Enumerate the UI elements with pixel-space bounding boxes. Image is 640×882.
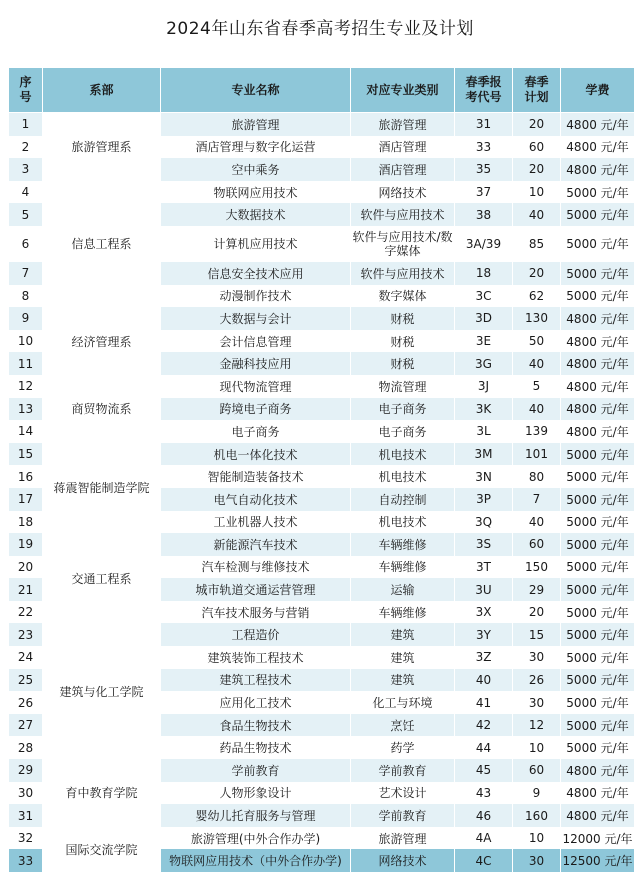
cell-category: 酒店管理 <box>351 158 455 181</box>
cell-no: 14 <box>9 420 43 443</box>
table-row <box>9 759 635 782</box>
cell-major: 跨境电子商务 <box>161 398 351 421</box>
cell-plan: 15 <box>513 623 561 646</box>
cell-no: 32 <box>9 827 43 850</box>
cell-fee: 5000 元/年 <box>561 511 635 534</box>
cell-fee: 5000 元/年 <box>561 488 635 511</box>
cell-major: 机电一体化技术 <box>161 443 351 466</box>
cell-code: 45 <box>455 759 513 782</box>
cell-plan: 7 <box>513 488 561 511</box>
cell-fee: 4800 元/年 <box>561 398 635 421</box>
cell-no: 31 <box>9 804 43 827</box>
table-row <box>9 827 635 850</box>
cell-dept: 国际交流学院 <box>43 827 161 872</box>
table-row <box>9 443 635 466</box>
cell-no: 7 <box>9 262 43 285</box>
cell-category: 软件与应用技术/数字媒体 <box>351 226 455 262</box>
cell-fee: 12500 元/年 <box>561 849 635 872</box>
cell-no: 29 <box>9 759 43 782</box>
cell-plan: 160 <box>513 804 561 827</box>
cell-plan: 139 <box>513 420 561 443</box>
header-row <box>9 68 635 113</box>
cell-category: 数字媒体 <box>351 285 455 308</box>
cell-category: 财税 <box>351 307 455 330</box>
cell-plan: 9 <box>513 782 561 805</box>
cell-major: 汽车检测与维修技术 <box>161 556 351 579</box>
cell-plan: 12 <box>513 714 561 737</box>
cell-dept: 商贸物流系 <box>43 375 161 443</box>
table-row <box>9 307 635 330</box>
cell-plan: 20 <box>513 262 561 285</box>
cell-fee: 5000 元/年 <box>561 203 635 226</box>
cell-category: 酒店管理 <box>351 136 455 159</box>
cell-dept: 信息工程系 <box>43 181 161 307</box>
cell-fee: 4800 元/年 <box>561 158 635 181</box>
cell-major: 信息安全技术应用 <box>161 262 351 285</box>
cell-category: 艺术设计 <box>351 782 455 805</box>
cell-code: 3G <box>455 352 513 375</box>
cell-category: 财税 <box>351 352 455 375</box>
cell-fee: 5000 元/年 <box>561 578 635 601</box>
cell-major: 工程造价 <box>161 623 351 646</box>
cell-code: 3C <box>455 285 513 308</box>
cell-major: 动漫制作技术 <box>161 285 351 308</box>
cell-plan: 40 <box>513 352 561 375</box>
cell-code: 4A <box>455 827 513 850</box>
cell-category: 学前教育 <box>351 804 455 827</box>
cell-plan: 20 <box>513 113 561 136</box>
cell-major: 大数据与会计 <box>161 307 351 330</box>
cell-no: 11 <box>9 352 43 375</box>
cell-plan: 85 <box>513 226 561 262</box>
cell-category: 物流管理 <box>351 375 455 398</box>
cell-major: 旅游管理(中外合作办学) <box>161 827 351 850</box>
cell-category: 车辆维修 <box>351 601 455 624</box>
cell-category: 网络技术 <box>351 181 455 204</box>
cell-category: 财税 <box>351 330 455 353</box>
cell-fee: 5000 元/年 <box>561 226 635 262</box>
cell-no: 3 <box>9 158 43 181</box>
cell-code: 3A/39 <box>455 226 513 262</box>
cell-code: 3S <box>455 533 513 556</box>
cell-category: 机电技术 <box>351 443 455 466</box>
cell-plan: 101 <box>513 443 561 466</box>
cell-plan: 29 <box>513 578 561 601</box>
cell-major: 城市轨道交通运营管理 <box>161 578 351 601</box>
cell-plan: 150 <box>513 556 561 579</box>
cell-plan: 40 <box>513 203 561 226</box>
cell-code: 3Y <box>455 623 513 646</box>
cell-fee: 5000 元/年 <box>561 556 635 579</box>
table-row <box>9 113 635 136</box>
header-plan-text: 春季 计划 <box>524 75 549 104</box>
cell-no: 33 <box>9 849 43 872</box>
cell-major: 汽车技术服务与营销 <box>161 601 351 624</box>
cell-category: 网络技术 <box>351 849 455 872</box>
cell-no: 19 <box>9 533 43 556</box>
cell-category: 旅游管理 <box>351 827 455 850</box>
table-row <box>9 181 635 204</box>
cell-major: 计算机应用技术 <box>161 226 351 262</box>
cell-plan: 10 <box>513 181 561 204</box>
cell-fee: 12000 元/年 <box>561 827 635 850</box>
cell-code: 3D <box>455 307 513 330</box>
header-major: 专业名称 <box>161 68 351 113</box>
cell-category: 建筑 <box>351 623 455 646</box>
cell-category: 机电技术 <box>351 465 455 488</box>
cell-no: 2 <box>9 136 43 159</box>
cell-code: 3K <box>455 398 513 421</box>
header-fee: 学费 <box>561 68 635 113</box>
cell-no: 16 <box>9 465 43 488</box>
cell-code: 46 <box>455 804 513 827</box>
cell-code: 41 <box>455 691 513 714</box>
cell-no: 5 <box>9 203 43 226</box>
cell-fee: 5000 元/年 <box>561 714 635 737</box>
cell-code: 43 <box>455 782 513 805</box>
cell-code: 3P <box>455 488 513 511</box>
cell-plan: 26 <box>513 669 561 692</box>
cell-category: 车辆维修 <box>351 533 455 556</box>
cell-code: 37 <box>455 181 513 204</box>
header-dept: 系部 <box>43 68 161 113</box>
cell-fee: 4800 元/年 <box>561 330 635 353</box>
cell-no: 1 <box>9 113 43 136</box>
cell-plan: 5 <box>513 375 561 398</box>
cell-category: 化工与环境 <box>351 691 455 714</box>
cell-major: 建筑装饰工程技术 <box>161 646 351 669</box>
cell-major: 药品生物技术 <box>161 736 351 759</box>
cell-code: 44 <box>455 736 513 759</box>
cell-dept: 育中教育学院 <box>43 759 161 827</box>
cell-dept: 经济管理系 <box>43 307 161 375</box>
header-category: 对应专业类别 <box>351 68 455 113</box>
cell-no: 12 <box>9 375 43 398</box>
cell-fee: 4800 元/年 <box>561 307 635 330</box>
cell-category: 药学 <box>351 736 455 759</box>
cell-plan: 40 <box>513 398 561 421</box>
cell-fee: 4800 元/年 <box>561 136 635 159</box>
cell-fee: 4800 元/年 <box>561 420 635 443</box>
cell-fee: 5000 元/年 <box>561 262 635 285</box>
cell-code: 35 <box>455 158 513 181</box>
cell-code: 3U <box>455 578 513 601</box>
cell-plan: 60 <box>513 533 561 556</box>
cell-no: 20 <box>9 556 43 579</box>
cell-no: 23 <box>9 623 43 646</box>
cell-major: 学前教育 <box>161 759 351 782</box>
cell-plan: 40 <box>513 511 561 534</box>
cell-code: 38 <box>455 203 513 226</box>
cell-dept: 旅游管理系 <box>43 113 161 181</box>
cell-plan: 20 <box>513 601 561 624</box>
cell-major: 建筑工程技术 <box>161 669 351 692</box>
cell-plan: 80 <box>513 465 561 488</box>
cell-code: 3X <box>455 601 513 624</box>
cell-fee: 4800 元/年 <box>561 782 635 805</box>
cell-category: 软件与应用技术 <box>351 203 455 226</box>
cell-category: 车辆维修 <box>351 556 455 579</box>
page-title: 2024年山东省春季高考招生专业及计划 <box>166 19 474 39</box>
cell-no: 13 <box>9 398 43 421</box>
cell-plan: 60 <box>513 759 561 782</box>
cell-code: 33 <box>455 136 513 159</box>
cell-code: 3Z <box>455 646 513 669</box>
cell-major: 金融科技应用 <box>161 352 351 375</box>
cell-fee: 5000 元/年 <box>561 736 635 759</box>
cell-major: 智能制造装备技术 <box>161 465 351 488</box>
cell-category: 旅游管理 <box>351 113 455 136</box>
cell-major: 物联网应用技术 <box>161 181 351 204</box>
cell-fee: 5000 元/年 <box>561 285 635 308</box>
cell-fee: 5000 元/年 <box>561 601 635 624</box>
cell-fee: 4800 元/年 <box>561 375 635 398</box>
cell-code: 42 <box>455 714 513 737</box>
cell-fee: 5000 元/年 <box>561 691 635 714</box>
cell-dept: 建筑与化工学院 <box>43 623 161 759</box>
table-body <box>9 113 635 873</box>
cell-plan: 30 <box>513 849 561 872</box>
cell-no: 9 <box>9 307 43 330</box>
cell-category: 机电技术 <box>351 511 455 534</box>
cell-code: 18 <box>455 262 513 285</box>
cell-no: 18 <box>9 511 43 534</box>
cell-category: 建筑 <box>351 646 455 669</box>
header-code <box>455 68 513 113</box>
cell-plan: 10 <box>513 736 561 759</box>
header-code-text: 春季报 考代号 <box>465 75 502 104</box>
cell-category: 烹饪 <box>351 714 455 737</box>
cell-fee: 5000 元/年 <box>561 465 635 488</box>
cell-plan: 30 <box>513 646 561 669</box>
cell-fee: 5000 元/年 <box>561 443 635 466</box>
cell-no: 15 <box>9 443 43 466</box>
cell-fee: 5000 元/年 <box>561 623 635 646</box>
cell-no: 28 <box>9 736 43 759</box>
cell-fee: 4800 元/年 <box>561 113 635 136</box>
cell-fee: 5000 元/年 <box>561 669 635 692</box>
cell-dept: 蒋震智能制造学院 <box>43 443 161 533</box>
cell-code: 4C <box>455 849 513 872</box>
cell-major: 旅游管理 <box>161 113 351 136</box>
cell-category: 运输 <box>351 578 455 601</box>
cell-plan: 62 <box>513 285 561 308</box>
cell-major: 新能源汽车技术 <box>161 533 351 556</box>
cell-major: 电子商务 <box>161 420 351 443</box>
cell-no: 10 <box>9 330 43 353</box>
cell-fee: 4800 元/年 <box>561 352 635 375</box>
cell-fee: 5000 元/年 <box>561 646 635 669</box>
cell-fee: 4800 元/年 <box>561 759 635 782</box>
cell-plan: 10 <box>513 827 561 850</box>
cell-code: 3T <box>455 556 513 579</box>
cell-dept: 交通工程系 <box>43 533 161 623</box>
cell-code: 3E <box>455 330 513 353</box>
cell-no: 17 <box>9 488 43 511</box>
cell-code: 3M <box>455 443 513 466</box>
table-row <box>9 375 635 398</box>
enrollment-table <box>8 67 635 872</box>
cell-code: 3L <box>455 420 513 443</box>
header-no-text: 序 号 <box>19 75 32 104</box>
cell-no: 30 <box>9 782 43 805</box>
cell-plan: 130 <box>513 307 561 330</box>
cell-plan: 30 <box>513 691 561 714</box>
cell-code: 40 <box>455 669 513 692</box>
cell-no: 27 <box>9 714 43 737</box>
table-row <box>9 533 635 556</box>
cell-fee: 4800 元/年 <box>561 804 635 827</box>
cell-major: 现代物流管理 <box>161 375 351 398</box>
table-row <box>9 623 635 646</box>
cell-category: 电子商务 <box>351 398 455 421</box>
cell-no: 8 <box>9 285 43 308</box>
cell-major: 空中乘务 <box>161 158 351 181</box>
header-plan <box>513 68 561 113</box>
cell-plan: 20 <box>513 158 561 181</box>
cell-code: 3J <box>455 375 513 398</box>
cell-category: 软件与应用技术 <box>351 262 455 285</box>
cell-plan: 60 <box>513 136 561 159</box>
cell-code: 31 <box>455 113 513 136</box>
cell-major: 婴幼儿托育服务与管理 <box>161 804 351 827</box>
cell-major: 人物形象设计 <box>161 782 351 805</box>
cell-category: 建筑 <box>351 669 455 692</box>
cell-major: 酒店管理与数字化运营 <box>161 136 351 159</box>
cell-major: 工业机器人技术 <box>161 511 351 534</box>
cell-major: 物联网应用技术（中外合作办学) <box>161 849 351 872</box>
cell-major: 应用化工技术 <box>161 691 351 714</box>
cell-major: 会计信息管理 <box>161 330 351 353</box>
cell-no: 4 <box>9 181 43 204</box>
cell-code: 3Q <box>455 511 513 534</box>
cell-no: 26 <box>9 691 43 714</box>
cell-no: 21 <box>9 578 43 601</box>
cell-no: 25 <box>9 669 43 692</box>
cell-major: 电气自动化技术 <box>161 488 351 511</box>
cell-no: 6 <box>9 226 43 262</box>
cell-no: 24 <box>9 646 43 669</box>
cell-fee: 5000 元/年 <box>561 181 635 204</box>
cell-major: 大数据技术 <box>161 203 351 226</box>
cell-code: 3N <box>455 465 513 488</box>
cell-no: 22 <box>9 601 43 624</box>
header-no <box>9 68 43 113</box>
cell-category: 电子商务 <box>351 420 455 443</box>
cell-category: 学前教育 <box>351 759 455 782</box>
cell-plan: 50 <box>513 330 561 353</box>
cell-category: 自动控制 <box>351 488 455 511</box>
cell-fee: 5000 元/年 <box>561 533 635 556</box>
cell-major: 食品生物技术 <box>161 714 351 737</box>
